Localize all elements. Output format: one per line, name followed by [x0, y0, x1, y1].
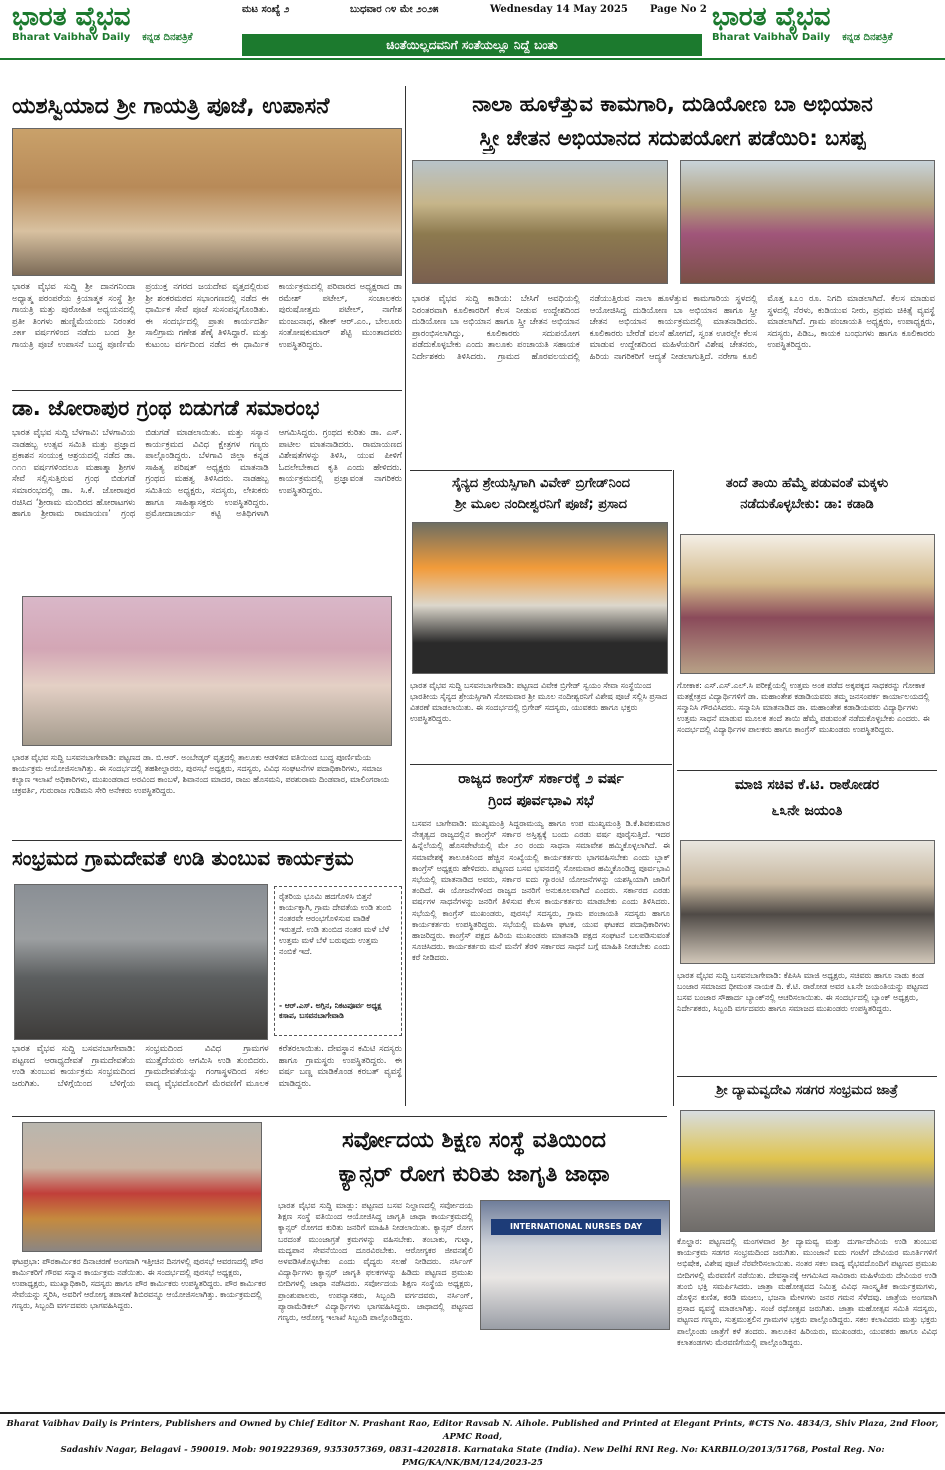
- footer-line-1: Bharat Vaibhav Daily is Printers, Publishers and Owned by Chief Editor N. Prashant Rao, Editor Ravsab N. Aihole. Published and Printed at Elegant Prints, #CTS No. 4834/3, Shiv Plaza, 2nd Floor, APMC Road,: [6, 1419, 939, 1442]
- article-rathod-caption: ಭಾರತ ವೈಭವ ಸುದ್ದಿ ಬಸವನಬಾಗೇವಾಡಿ: ಕೆಪಿಸಿಸಿ ಮಾಜಿ ಅಧ್ಯಕ್ಷರು, ಸಚಿವರು ಹಾಗೂ ನಾಡು ಕಂಡ ಬಂಜಾರ ಸಮಾಜದ ಧೀಮಂತ ನಾಯಕ ದಿ. ಕೆ.ಟಿ. ರಾಠೋಡ ಅವರ ೬೩ನೇ ಜಯಂತಿಯನ್ನು ಪಟ್ಟಣದ ಬಸವ ಬಂಜಾರ ಸೌಹಾರ್ದ ಬ್ಯಾಂಕ್‌ನಲ್ಲಿ ಆಚರಿಸಲಾಯಿತು. ಈ ಸಂದರ್ಭದಲ್ಲಿ ಬ್ಯಾಂಕ್ ಅಧ್ಯಕ್ಷರು, ನಿರ್ದೇಶಕರು, ಸಿಬ್ಬಂದಿ ವರ್ಗದವರು ಹಾಗೂ ಸಮಾಜದ ಮುಖಂಡರು ಉಪಸ್ಥಿತರಿದ್ದರು.: [677, 971, 929, 1013]
- article-gayatri-headline: ಯಶಸ್ವಿಯಾದ ಶ್ರೀ ಗಾಯತ್ರಿ ಪೂಜೆ, ಉಪಾಸನೆ: [12, 94, 330, 119]
- article-kadadi-headline-2: ನಡೆದುಕೊಳ್ಳಬೇಕು: ಡಾ: ಕಡಾಡಿ: [740, 497, 874, 512]
- article-book-release-body: ಭಾರತ ವೈಭವ ಸುದ್ದಿ ಬೆಳಗಾವಿ: ಬೆಳಗಾವಿಯ ನಾಡಹಬ್ಬ ಉತ್ಸವ ಸಮಿತಿ ಮತ್ತು ಪ್ರಜ್ಞಾದ ಪ್ರಕಾಶನ ಸಂಯುಕ್ತ ಆಶ್ರಯದಲ್ಲಿ ನಡೆದ ಡಾ. ೧೧೧ ವರ್ಷಗಳಿಂದಲೂ ಮಹಾತ್ಮಾ ಶ್ರೀಗಳ ಸೇವೆ ಸಲ್ಲಿಸುತ್ತಿರುವ ಗ್ರಂಥ ಬಿಡುಗಡೆ ಸಮಾರಂಭದಲ್ಲಿ ಡಾ. ಸಿ.ಕೆ. ಜೋರಾಪುರ ರಚಿಸಿದ ‘ಶ್ರೀರಾಮ ಮಂದಿರದ ಹೋರಾಟಗಳು ಹಾಗೂ ಶ್ರೀರಾಮ ರಾಮಾಯಣ’ ಗ್ರಂಥ ಬಿಡುಗಡೆ ಮಾಡಲಾಯಿತು. ಮತ್ತು ಸಸ್ಯಾನ ಕಾರ್ಯಕ್ರಮದ ವಿವಿಧ ಕ್ಷೇತ್ರಗಳ ಗಣ್ಯರು ಪಾಲ್ಗೊಂಡಿದ್ದರು. ಬೆಳಗಾವಿ ಜಿಲ್ಲಾ ಕನ್ನಡ ಸಾಹಿತ್ಯ ಪರಿಷತ್ ಅಧ್ಯಕ್ಷರು ಮಾತನಾಡಿ ಗ್ರಂಥದ ಮಹತ್ವ ತಿಳಿಸಿದರು. ನಾಡಹಬ್ಬ ಸಮಿತಿಯ ಅಧ್ಯಕ್ಷರು, ಸದಸ್ಯರು, ಲೇಖಕರು ಹಾಗೂ ಸಾಹಿತ್ಯಾಸಕ್ತರು ಉಪಸ್ಥಿತರಿದ್ದರು. ಪ್ರಮೋದಾಚಾರ್ಯ ಕಟ್ಟಿ ಅತಿಥಿಗಳಾಗಿ ಆಗಮಿಸಿದ್ದರು. ಗ್ರಂಥದ ಕುರಿತು ಡಾ. ಎಸ್. ಪಾಟೀಲ ಮಾತನಾಡಿದರು. ರಾಮಾಯಣದ ವಿಶೇಷತೆಗಳನ್ನು ತಿಳಿಸಿ, ಯುವ ಪೀಳಿಗೆ ಓದಲೇಬೇಕಾದ ಕೃತಿ ಎಂದು ಹೇಳಿದರು. ಕಾರ್ಯಕ್ರಮದಲ್ಲಿ ಪ್ರಜ್ಞಾವಂತ ನಾಗರಿಕರು ಉಪಸ್ಥಿತರಿದ್ದರು.: [12, 428, 402, 520]
- page-number: Page No 2: [650, 4, 707, 15]
- column-divider-right: [673, 470, 674, 1106]
- article-gayatri-photo: [12, 128, 402, 276]
- article-cancer-headline-1: ಸರ್ವೋದಯ ಶಿಕ್ಷಣ ಸಂಸ್ಥೆ ವತಿಯಿಂದ: [342, 1128, 606, 1153]
- article-gramadevate-photo: [14, 884, 268, 1040]
- logo-left-en: Bharat Vaibhav Daily: [12, 32, 131, 43]
- article-rathod-headline-1: ಮಾಜಿ ಸಚಿವ ಕೆ.ಟಿ. ರಾಠೋಡರ: [734, 777, 880, 793]
- article-buddha-photo: [22, 596, 392, 746]
- article-gramadevate-poem-box: [274, 886, 402, 1036]
- article-rathod-headline-2: ೬೩ನೇ ಜಯಂತಿ: [771, 803, 843, 819]
- date-kannada: ಬುಧವಾರ ೧೪ ಮೇ ೨೦೨೫: [350, 4, 439, 15]
- article-cancer-banner: INTERNATIONAL NURSES DAY: [491, 1219, 661, 1235]
- footer-line-2: Sadashiv Nagar, Belagavi - 590019. Mob: 9019229369, 9353057369, 0831-4202818. Karnataka State (India). New Delhi RNI Reg. No: KARBILO/2013/51768, Postal Reg. No: PMG/KA/NK/BM/124/2023-25: [60, 1445, 885, 1468]
- article-kadadi-caption: ಗೋಕಾಕ: ಎಸ್.ಎಸ್.ಎಲ್.ಸಿ ಪರೀಕ್ಷೆಯಲ್ಲಿ ಉತ್ತಮ ಅಂಕ ಪಡೆದ ಅಕ್ಕಪಕ್ಕದ ಸಾಧಕರನ್ನು ಗೋಕಾಕ ಮತಕ್ಷೇತ್ರದ ವಿದ್ಯಾರ್ಥಿಗಳಿಗೆ ಡಾ. ಮಹಾಂತೇಶ ಕಡಾಡಿಯವರು ತಮ್ಮ ಜನಸಂಪರ್ಕ ಕಾರ್ಯಾಲಯದಲ್ಲಿ ಸನ್ಮಾನಿಸಿ ಗೌರವಿಸಿದರು. ಸನ್ಮಾನಿಸಿ ಮಾತನಾಡಿದ ಡಾ. ಮಹಾಂತೇಶ ಕಡಾಡಿಯವರು ವಿದ್ಯಾರ್ಥಿಗಳು ಉತ್ತಮ ಸಾಧನೆ ಮಾಡುವ ಮೂಲಕ ತಂದೆ ತಾಯಿ ಹೆಮ್ಮೆ ಪಡುವಂತೆ ನಡೆದುಕೊಳ್ಳಬೇಕು ಎಂದರು. ಈ ಸಂದರ್ಭದಲ್ಲಿ ವಿದ್ಯಾರ್ಥಿಗಳ ಪಾಲಕರು ಹಾಗೂ ಕಾಂಗ್ರೆಸ್ ಮುಖಂಡರು ಉಪಸ್ಥಿತರಿದ್ದರು.: [677, 681, 930, 734]
- article-poura-caption: ಘಟಪ್ರಭಾ: ಪೌರಕಾರ್ಮಿಕರ ದಿನಾಚರಣೆ ಅಂಗವಾಗಿ ಇತ್ತೀಚಿನ ದಿನಗಳಲ್ಲಿ ಪುರಸಭೆ ಆವರಣದಲ್ಲಿ ಪೌರ ಕಾರ್ಮಿಕರಿಗೆ ಗೌರವ ಸನ್ಮಾನ ಕಾರ್ಯಕ್ರಮ ನಡೆಯಿತು. ಈ ಸಂದರ್ಭದಲ್ಲಿ ಪುರಸಭೆ ಅಧ್ಯಕ್ಷರು, ಉಪಾಧ್ಯಕ್ಷರು, ಮುಖ್ಯಾಧಿಕಾರಿ, ಸದಸ್ಯರು ಹಾಗೂ ಪೌರ ಕಾರ್ಮಿಕರು ಉಪಸ್ಥಿತರಿದ್ದರು. ಪೌರ ಕಾರ್ಮಿಕರ ಸೇವೆಯನ್ನು ಸ್ಮರಿಸಿ, ಅವರಿಗೆ ಆರೋಗ್ಯ ತಪಾಸಣೆ ಶಿಬಿರವನ್ನೂ ಆಯೋಜಿಸಲಾಗಿತ್ತು. ಕಾರ್ಯಕ್ರಮದಲ್ಲಿ ಗಣ್ಯರು, ಸಿಬ್ಬಂದಿ ವರ್ಗದವರು ಭಾಗವಹಿಸಿದ್ದರು.: [12, 1257, 266, 1310]
- article-cancer-photo: [480, 1200, 670, 1330]
- article-nala-body: ಭಾರತ ವೈಭವ ಸುದ್ದಿ ಕಾಡಿಯ: ಬೇಸಿಗೆ ಅವಧಿಯಲ್ಲಿ ನಿರಂತರವಾಗಿ ಕೂಲಿಕಾರರಿಗೆ ಕೆಲಸ ನೀಡುವ ಉದ್ದೇಶದಿಂದ ದುಡಿಯೋಣ ಬಾ ಅಭಿಯಾನ ಹಾಗೂ ಸ್ತ್ರೀ ಚೇತನ ಅಭಿಯಾನ ಪ್ರಾರಂಭಿಸಲಾಗಿದ್ದು, ಕೂಲಿಕಾರರು ಸದುಪಯೋಗ ಪಡೆದುಕೊಳ್ಳಬೇಕು ಎಂದು ತಾಲೂಕು ಪಂಚಾಯತಿ ಸಹಾಯಕ ನಿರ್ದೇಶಕರು ತಿಳಿಸಿದರು. ಗ್ರಾಮದ ಹೊರವಲಯದಲ್ಲಿ ನಡೆಯುತ್ತಿರುವ ನಾಲಾ ಹೂಳೆತ್ತುವ ಕಾಮಗಾರಿಯ ಸ್ಥಳದಲ್ಲಿ ಆಯೋಜಿಸಿದ್ದ ದುಡಿಯೋಣ ಬಾ ಅಭಿಯಾನ ಹಾಗೂ ಸ್ತ್ರೀ ಚೇತನ ಅಭಿಯಾನ ಕಾರ್ಯಕ್ರಮದಲ್ಲಿ ಮಾತನಾಡಿದರು. ಕೂಲಿಕಾರರು ಬೇರೆಡೆ ವಲಸೆ ಹೋಗದೆ, ಸ್ವಂತ ಊರಲ್ಲೇ ಕೆಲಸ ಮಾಡುವ ಉದ್ದೇಶದಿಂದ ಮಹಿಳೆಯರಿಗೆ ವಿಶೇಷ ಚೇತನರು, ಹಿರಿಯ ನಾಗರಿಕರಿಗೆ ಆದ್ಯತೆ ನೀಡಲಾಗುತ್ತಿದೆ. ನರೇಗಾ ಕೂಲಿ ಮೊತ್ತ ೩೭೦ ರೂ. ನಿಗದಿ ಮಾಡಲಾಗಿದೆ. ಕೆಲಸ ಮಾಡುವ ಸ್ಥಳದಲ್ಲಿ ನೆರಳು, ಕುಡಿಯುವ ನೀರು, ಪ್ರಥಮ ಚಿಕಿತ್ಸೆ ವ್ಯವಸ್ಥೆ ಮಾಡಲಾಗಿದೆ. ಗ್ರಾಮ ಪಂಚಾಯತಿ ಅಧ್ಯಕ್ಷರು, ಉಪಾಧ್ಯಕ್ಷರು, ಸದಸ್ಯರು, ಪಿಡಿಒ, ಕಾಯಕ ಬಂಧುಗಳು ಹಾಗೂ ಕೂಲಿಕಾರರು ಉಪಸ್ಥಿತರಿದ್ದರು.: [412, 294, 935, 362]
- footer-imprint: [0, 1412, 945, 1468]
- article-dyamavva-body: ಕೊಲ್ಹಾರ: ಪಟ್ಟಣದಲ್ಲಿ ಮಂಗಳವಾರ ಶ್ರೀ ದ್ಯಾಮವ್ವ ಮತ್ತು ದುರ್ಗಾದೇವಿಯ ಉಡಿ ತುಂಬುವ ಕಾರ್ಯಕ್ರಮ ಸಡಗರ ಸಂಭ್ರಮದಿಂದ ಜರುಗಿತು. ಮುಂಜಾನೆ ಐದು ಗಂಟೆಗೆ ದೇವಿಯರ ಮೂರ್ತಿಗಳಿಗೆ ಅಭಿಷೇಕ, ವಿಶೇಷ ಪೂಜೆ ನೆರವೇರಿಸಲಾಯಿತು. ನಂತರ ಸಕಲ ವಾದ್ಯ ವೈಭವದೊಂದಿಗೆ ಪಟ್ಟಣದ ಪ್ರಮುಖ ಬೀದಿಗಳಲ್ಲಿ ಮೆರವಣಿಗೆ ನಡೆಯಿತು. ದೇವಸ್ಥಾನಕ್ಕೆ ಆಗಮಿಸಿದ ಸಾವಿರಾರು ಮಹಿಳೆಯರು ದೇವಿಯರ ಉಡಿ ತುಂಬಿ ಭಕ್ತಿ ಸಮರ್ಪಿಸಿದರು. ಜಾತ್ರಾ ಮಹೋತ್ಸವದ ನಿಮಿತ್ತ ವಿವಿಧ ಸಾಂಸ್ಕೃತಿಕ ಕಾರ್ಯಕ್ರಮಗಳು, ಡೊಳ್ಳಿನ ಕುಣಿತ, ಕರಡಿ ಮಜಲು, ಭಜನಾ ಮೇಳಗಳು ಜನರ ಗಮನ ಸೆಳೆದವು. ಜಾತ್ರೆಯ ಅಂಗವಾಗಿ ಪ್ರಸಾದ ವ್ಯವಸ್ಥೆ ಮಾಡಲಾಗಿತ್ತು. ಸಂಜೆ ರಥೋತ್ಸವ ಜರುಗಿತು. ಜಾತ್ರಾ ಮಹೋತ್ಸವ ಸಮಿತಿ ಸದಸ್ಯರು, ಪಟ್ಟಣದ ಗಣ್ಯರು, ಸುತ್ತಮುತ್ತಲಿನ ಗ್ರಾಮಗಳ ಭಕ್ತರು ಪಾಲ್ಗೊಂಡಿದ್ದರು. ಸಕಲ ಕಲಾವಿದರು ಮತ್ತು ಭಕ್ತರು ಪಾಲ್ಗೊಂಡು ಜಾತ್ರೆಗೆ ಕಳೆ ತಂದರು. ತಾಲೂಕಿನ ಹಿರಿಯರು, ಮುಖಂಡರು, ಯುವಕರು ಹಾಗೂ ವಿವಿಧ ಕಲಾತಂಡಗಳು ಮೆರವಣಿಗೆಯಲ್ಲಿ ಪಾಲ್ಗೊಂಡಿದ್ದರು.: [677, 1237, 937, 1347]
- logo-left: [12, 2, 232, 43]
- article-gramadevate-headline: ಸಂಭ್ರಮದ ಗ್ರಾಮದೇವತೆ ಉಡಿ ತುಂಬುವ ಕಾರ್ಯಕ್ರಮ: [12, 846, 354, 870]
- article-congress-headline-2: ಗ್ರಿಂದ ಪೂರ್ವಭಾವಿ ಸಭೆ: [488, 793, 594, 809]
- article-gramadevate-poem: ರೈತರಿಯ ಭೂಮಿ ಹದಗೊಳಿಸಿ ಬಿತ್ತನೆ ಕಾರ್ಯಕ್ಕಾಗಿ, ಗ್ರಾಮ ದೇವತೆಯ ಉಡಿ ತುಂಬಿ ನಂತರವೇ ಆರಂಭಗೊಳಿಸುವ ವಾಡಿಕೆ ಇರುತ್ತದೆ. ಉಡಿ ತುಂಬಿದ ನಂತರ ಮಳೆ ಬೆಳೆ ಉತ್ತಮ ಮಳೆ ಬೆಳೆ ಬರುವುದು ಉತ್ತಮ ನಂಬಿಕೆ ಇದೆ.: [279, 892, 392, 956]
- article-cancer-body-left: ಭಾರತ ವೈಭವ ಸುದ್ದಿ ಮಾಡ್ಲು: ಪಟ್ಟಣದ ಬಸವ ನಿಲ್ದಾಣದಲ್ಲಿ ಸರ್ವೋದಯ ಶಿಕ್ಷಣ ಸಂಸ್ಥೆ ವತಿಯಿಂದ ಆಯೋಜಿಸಿದ್ದ ಜಾಗೃತಿ ಜಾಥಾ ಕಾರ್ಯಕ್ರಮದಲ್ಲಿ ಕ್ಯಾನ್ಸರ್ ರೋಗದ ಕುರಿತು ಜನರಿಗೆ ಮಾಹಿತಿ ನೀಡಲಾಯಿತು. ಕ್ಯಾನ್ಸರ್ ರೋಗ ಬರದಂತೆ ಮುಂಜಾಗ್ರತೆ ಕ್ರಮಗಳನ್ನು ವಹಿಸಬೇಕು. ತಂಬಾಕು, ಗುಟ್ಕಾ, ಮದ್ಯಪಾನ ಸೇವನೆಯಿಂದ ದೂರವಿರಬೇಕು. ಆರೋಗ್ಯಕರ ಜೀವನಶೈಲಿ ಅಳವಡಿಸಿಕೊಳ್ಳಬೇಕು ಎಂದು ವೈದ್ಯರು ಸಲಹೆ ನೀಡಿದರು. ನರ್ಸಿಂಗ್ ವಿದ್ಯಾರ್ಥಿಗಳು ಕ್ಯಾನ್ಸರ್ ಜಾಗೃತಿ ಫಲಕಗಳನ್ನು ಹಿಡಿದು ಪಟ್ಟಣದ ಪ್ರಮುಖ ಬೀದಿಗಳಲ್ಲಿ ಜಾಥಾ ನಡೆಸಿದರು. ಸರ್ವೋದಯ ಶಿಕ್ಷಣ ಸಂಸ್ಥೆಯ ಅಧ್ಯಕ್ಷರು, ಪ್ರಾಂಶುಪಾಲರು, ಉಪನ್ಯಾಸಕರು, ಸಿಬ್ಬಂದಿ ವರ್ಗದವರು, ನರ್ಸಿಂಗ್, ಪ್ಯಾರಾಮೆಡಿಕಲ್ ವಿದ್ಯಾರ್ಥಿಗಳು ಭಾಗವಹಿಸಿದ್ದರು. ಜಾಥಾದಲ್ಲಿ ಪಟ್ಟಣದ ಗಣ್ಯರು, ಆರೋಗ್ಯ ಇಲಾಖೆ ಸಿಬ್ಬಂದಿ ಪಾಲ್ಗೊಂಡಿದ್ದರು.: [278, 1201, 473, 1323]
- article-gramadevate-poem-credit: - ಆರ್.ಎಸ್. ಅಗ್ಗಿನ, ನಿಕಟಪೂರ್ವ ಅಧ್ಯಕ್ಷ ಕಸಾಪ, ಬಸವನಬಾಗೇವಾಡಿ: [279, 1001, 382, 1020]
- article-rathod-photo: [680, 840, 935, 964]
- article-buddha-caption: ಭಾರತ ವೈಭವ ಸುದ್ದಿ ಬಸವನಬಾಗೇವಾಡಿ: ಪಟ್ಟಣದ ಡಾ. ಬಿ.ಆರ್. ಅಂಬೇಡ್ಕರ್ ವೃತ್ತದಲ್ಲಿ ತಾಲೂಕು ಆಡಳಿತದ ವತಿಯಿಂದ ಬುದ್ಧ ಪೂರ್ಣಿಮೆಯ ಕಾರ್ಯಕ್ರಮ ಆಯೋಜಿಸಲಾಗಿತ್ತು. ಈ ಸಂದರ್ಭದಲ್ಲಿ ತಹಶೀಲ್ದಾರರು, ಪುರಸಭೆ ಅಧ್ಯಕ್ಷರು, ಸದಸ್ಯರು, ವಿವಿಧ ಸಂಘಟನೆಗಳ ಪದಾಧಿಕಾರಿಗಳು, ಸಮಾಜ ಕಲ್ಯಾಣ ಇಲಾಖೆ ಅಧಿಕಾರಿಗಳು, ಮುಖಂಡರಾದ ಅರವಿಂದ ಕಾಂಬಳೆ, ಶಿವಾನಂದ ಮಾದರ, ರಾಜು ಹೊಸಮನಿ, ಪರಶುರಾಮ ದಿಂಡವಾರ, ಮಾಲಿಂಗರಾಯ ಚಕ್ರವರ್ತಿ, ಗುರುರಾಜ ಗುಡಿಮನಿ ಸೇರಿ ಅನೇಕರು ಉಪಸ್ಥಿತರಿದ್ದರು.: [12, 753, 390, 795]
- article-congress-headline-1: ರಾಜ್ಯದ ಕಾಂಗ್ರೆಸ್ ಸರ್ಕಾರಕ್ಕೆ ೨ ವರ್ಷ: [458, 771, 624, 787]
- article-gayatri-body: ಭಾರತ ವೈಭವ ಸುದ್ದಿ ಶ್ರೀ ದಾನಗನಿಂದಾ ಅಧ್ಯಾತ್ಮ ಪರಂಪರೆಯ ಕ್ರಿಯಾತ್ಮಕ ಸಂಸ್ಥೆ ಶ್ರೀ ಗಾಯತ್ರಿ ಮತ್ತು ಪುರೋಹಿತ ಅಧ್ಯಯನದಲ್ಲಿ ಪ್ರತೀ ತಿಂಗಳು ಹುಣ್ಣಿಮೆಯಂದು ನಿರಂತರ ೨೫೯ ವರ್ಷಗಳಿಂದ ನಡೆದು ಬಂದ ಶ್ರೀ ಗಾಯತ್ರಿ ಪೂಜೆ ಉಪಾಸನೆ ಬುದ್ಧ ಪೂರ್ಣಿಮೆ ಪ್ರಯುಕ್ತ ನಗರದ ಜಯದೇವ ವೃತ್ತದಲ್ಲಿರುವ ಶ್ರೀ ಶಂಕರಮಠದ ಸಭಾಂಗಣದಲ್ಲಿ ನಡೆದ ಈ ಧಾರ್ಮಿಕ ಸೇವೆ ಪೂಜೆ ಸುಸಂಪನ್ನಗೊಂಡಿತು. ಈ ಸಂದರ್ಭದಲ್ಲಿ ಪ್ರಾತಃ ಕಾರ್ಯದರ್ಶಿ ಸಾಲಿಗ್ರಾಮ ಗಣೇಶ ಶೆಣೈ ತಿಳಿಸಿದ್ದಾರೆ. ಮತ್ತು ಕುಟುಂಬ ವರ್ಗದಿಂದ ನಡೆದ ಈ ಧಾರ್ಮಿಕ ಕಾರ್ಯಕ್ರಮದಲ್ಲಿ ಪರಿವಾರದ ಅಧ್ಯಕ್ಷರಾದ ಡಾ ರಮೇಶ್ ಪಟೇಲ್, ಸಂಚಾಲಕರು ಪುರುಷೋತ್ತಮ ಪಟೇಲ್, ನಾಗೇಶ ಮಂಜುನಾಥ, ಕಶೀಕ್ ಆರ್.ಎಂ., ಬೇಲೂರು ಸಂತೋಷಕುಮಾರ್ ಶೆಟ್ಟಿ ಮುಂತಾದವರು ಉಪಸ್ಥಿತರಿದ್ದರು.: [12, 282, 402, 350]
- logo-right-title: ಭಾರತ ವೈಭವ: [712, 2, 831, 32]
- column-divider: [405, 86, 406, 1106]
- article-kadadi-photo: [680, 534, 935, 674]
- article-vivek-photo: [412, 522, 668, 674]
- article-poura-photo: [22, 1122, 262, 1252]
- logo-right-en: Bharat Vaibhav Daily: [712, 32, 831, 43]
- motto-banner: ಚಿಂತೆಯಿಲ್ಲದವನಿಗೆ ಸಂತೆಯಲ್ಲೂ ನಿದ್ದೆ ಬಂತು: [242, 34, 702, 56]
- article-vivek-caption: ಭಾರತ ವೈಭವ ಸುದ್ದಿ ಬಸವನಬಾಗೇವಾಡಿ: ಪಟ್ಟಣದ ವಿವೇಕ ಬ್ರಿಗೇಡ್ ಸ್ವಯಂ ಸೇವಾ ಸಂಸ್ಥೆಯಿಂದ ಭಾರತೀಯ ಸೈನ್ಯದ ಶ್ರೇಯಸ್ಸಿಗಾಗಿ ಸೋಮವಾರ ಶ್ರೀ ಮೂಲ ನಂದೀಶ್ವರನಿಗೆ ವಿಶೇಷ ಪೂಜೆ ಸಲ್ಲಿಸಿ ಪ್ರಸಾದ ವಿತರಣೆ ಮಾಡಲಾಯಿತು. ಈ ಸಂದರ್ಭದಲ್ಲಿ ಬ್ರಿಗೇಡ್ ಸದಸ್ಯರು, ಯುವಕರು ಹಾಗೂ ಭಕ್ತರು ಉಪಸ್ಥಿತರಿದ್ದರು.: [410, 681, 668, 723]
- masthead: [0, 0, 945, 60]
- logo-left-title: ಭಾರತ ವೈಭವ: [12, 2, 131, 32]
- article-congress-body: ಬಸವನ ಬಾಗೇವಾಡಿ: ಮುಖ್ಯಮಂತ್ರಿ ಸಿದ್ದರಾಮಯ್ಯ ಹಾಗೂ ಉಪ ಮುಖ್ಯಮಂತ್ರಿ ಡಿ.ಕೆ.ಶಿವಕುಮಾರ ನೇತೃತ್ವದ ರಾಜ್ಯದಲ್ಲಿನ ಕಾಂಗ್ರೆಸ್ ಸರ್ಕಾರ ಅಸ್ತಿತ್ವಕ್ಕೆ ಬಂದು ಎರಡು ವರ್ಷ ಪೂರೈಸುತ್ತಿದೆ. ಇದರ ಹಿನ್ನೆಲೆಯಲ್ಲಿ ಹೊಸಪೇಟೆಯಲ್ಲಿ ಮೇ ೨೦ ರಂದು ಸಾಧನಾ ಸಮಾವೇಶ ಹಮ್ಮಿಕೊಳ್ಳಲಾಗಿದೆ. ಈ ಸಮಾವೇಶಕ್ಕೆ ತಾಲೂಕಿನಿಂದ ಹೆಚ್ಚಿನ ಸಂಖ್ಯೆಯಲ್ಲಿ ಕಾರ್ಯಕರ್ತರು ಭಾಗವಹಿಸಬೇಕು ಎಂದು ಬ್ಲಾಕ್ ಕಾಂಗ್ರೆಸ್ ಅಧ್ಯಕ್ಷರು ಹೇಳಿದರು. ಪಟ್ಟಣದ ಬಸವ ಭವನದಲ್ಲಿ ಸೋಮವಾರ ಹಮ್ಮಿಕೊಂಡಿದ್ದ ಪೂರ್ವಭಾವಿ ಸಭೆಯಲ್ಲಿ ಮಾತನಾಡಿದ ಅವರು, ಸರ್ಕಾರ ಐದು ಗ್ಯಾರಂಟಿ ಯೋಜನೆಗಳನ್ನು ಯಶಸ್ವಿಯಾಗಿ ಜಾರಿಗೆ ತಂದಿದೆ. ಈ ಯೋಜನೆಗಳಿಂದ ರಾಜ್ಯದ ಜನರಿಗೆ ಅನುಕೂಲವಾಗಿದೆ ಎಂದರು. ಸರ್ಕಾರದ ಎರಡು ವರ್ಷಗಳ ಸಾಧನೆಗಳನ್ನು ಜನರಿಗೆ ತಿಳಿಸುವ ಕೆಲಸ ಕಾರ್ಯಕರ್ತರು ಮಾಡಬೇಕು ಎಂದು ತಿಳಿಸಿದರು. ಸಭೆಯಲ್ಲಿ ಕಾಂಗ್ರೆಸ್ ಮುಖಂಡರು, ಪುರಸಭೆ ಸದಸ್ಯರು, ಗ್ರಾಮ ಪಂಚಾಯತಿ ಸದಸ್ಯರು ಹಾಗೂ ಕಾರ್ಯಕರ್ತರು ಉಪಸ್ಥಿತರಿದ್ದರು. ಸಭೆಯಲ್ಲಿ ಮಹಿಳಾ ಘಟಕ, ಯುವ ಘಟಕದ ಪದಾಧಿಕಾರಿಗಳು ಹಾಜರಿದ್ದರು. ಕಾಂಗ್ರೆಸ್ ಪಕ್ಷದ ಹಿರಿಯ ಮುಖಂಡರು ಮಾತನಾಡಿ ಪಕ್ಷದ ಸಂಘಟನೆ ಬಲಪಡಿಸುವಂತೆ ಸೂಚಿಸಿದರು. ಕಾರ್ಯಕರ್ತರು ಮನೆ ಮನೆಗೆ ತೆರಳಿ ಸರ್ಕಾರದ ಸಾಧನೆ ಬಗ್ಗೆ ಮಾಹಿತಿ ನೀಡಬೇಕು ಎಂದು ಕರೆ ನೀಡಿದರು.: [412, 819, 670, 963]
- issue-number: ಮಟ ಸಂಖ್ಯೆ ೨: [242, 4, 290, 15]
- article-nala-headline-2: ಸ್ತ್ರೀ ಚೇತನ ಅಭಿಯಾನದ ಸದುಪಯೋಗ ಪಡೆಯಿರಿ: ಬಸಪ್ಪ: [479, 126, 866, 150]
- date-english: Wednesday 14 May 2025: [490, 4, 628, 15]
- article-vivek-headline-1: ಸೈನ್ಯದ ಶ್ರೇಯಸ್ಸಿಗಾಗಿ ವಿವೇಕ್ ಬ್ರಿಗೇಡ್‌ನಿಂದ: [451, 476, 631, 491]
- article-nala-photo-2: [680, 160, 935, 284]
- article-kadadi-headline-1: ತಂದೆ ತಾಯಿ ಹೆಮ್ಮೆ ಪಡುವಂತೆ ಮಕ್ಕಳು: [725, 476, 889, 491]
- article-book-release-headline: ಡಾ. ಜೋರಾಪುರ ಗ್ರಂಥ ಬಿಡುಗಡೆ ಸಮಾರಂಭ: [12, 396, 320, 420]
- logo-right-kn: ಕನ್ನಡ ದಿನಪತ್ರಿಕೆ: [842, 32, 893, 43]
- article-dyamavva-photo: [680, 1110, 935, 1232]
- logo-right: [712, 2, 937, 43]
- article-dyamavva-headline: ಶ್ರೀ ದ್ಯಾಮವ್ವದೇವಿ ಸಡಗರ ಸಂಭ್ರಮದ ಜಾತ್ರೆ: [716, 1083, 898, 1098]
- logo-left-kn: ಕನ್ನಡ ದಿನಪತ್ರಿಕೆ: [142, 32, 193, 43]
- article-vivek-headline-2: ಶ್ರೀ ಮೂಲ ನಂದೀಶ್ವರನಿಗೆ ಪೂಜೆ; ಪ್ರಸಾದ: [454, 497, 628, 512]
- article-nala-photo-1: [412, 160, 668, 284]
- article-nala-headline-1: ನಾಲಾ ಹೂಳೆತ್ತುವ ಕಾಮಗಾರಿ, ದುಡಿಯೋಣ ಬಾ ಅಭಿಯಾನ: [472, 92, 873, 116]
- article-cancer-headline-2: ಕ್ಯಾನ್ಸರ್ ರೋಗ ಕುರಿತು ಜಾಗೃತಿ ಜಾಥಾ: [338, 1162, 610, 1187]
- article-gramadevate-body: ಭಾರತ ವೈಭವ ಸುದ್ದಿ ಬಸವನಬಾಗೇವಾಡಿ: ಪಟ್ಟಣದ ಆರಾಧ್ಯದೇವತೆ ಗ್ರಾಮದೇವತೆಯ ಉಡಿ ತುಂಬುವ ಕಾರ್ಯಕ್ರಮ ಸಂಭ್ರಮದಿಂದ ಜರುಗಿತು. ಬೆಳಿಗ್ಗೆಯಿಂದ ಬೆಳಿಗ್ಗೆಯ ಸಂಭ್ರಮದಿಂದ ವಿವಿಧ ಗ್ರಾಮಗಳ ಮುತ್ತೈದೆಯರು ಆಗಮಿಸಿ ಉಡಿ ತುಂಬಿದರು. ಗ್ರಾಮದೇವತೆಯನ್ನು ಗಂಗಾಸ್ಥಳದಿಂದ ಸಕಲ ವಾದ್ಯ ವೈಭವದೊಂದಿಗೆ ಮೆರವಣಿಗೆ ಮೂಲಕ ಕರೆತರಲಾಯಿತು. ದೇವಸ್ಥಾನ ಕಮಿಟಿ ಸದಸ್ಯರು ಹಾಗೂ ಗ್ರಾಮಸ್ಥರು ಉಪಸ್ಥಿತರಿದ್ದರು. ಈ ವರ್ಷ ಬಣ್ಣ ಮಾಡಿಕೊಂಡ ಕರಬತ್ ವ್ಯವಸ್ಥೆ ಮಾಡಿದ್ದರು.: [12, 1044, 402, 1089]
